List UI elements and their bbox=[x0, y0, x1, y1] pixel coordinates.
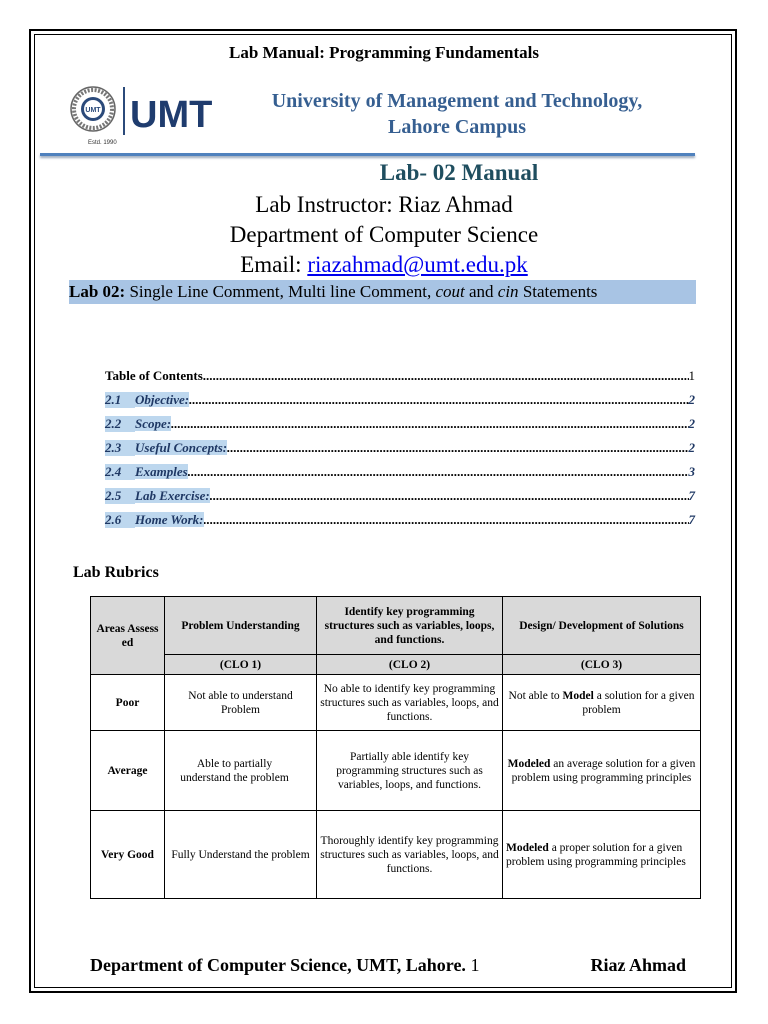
university-name-line1: University of Management and Technology, bbox=[271, 90, 643, 112]
umt-logo bbox=[68, 83, 228, 147]
table-of-contents bbox=[105, 368, 695, 536]
svg-text:Estd. 1990: Estd. 1990 bbox=[88, 140, 117, 146]
row-level: Average bbox=[91, 731, 165, 811]
rubric-cell: Modeled a proper solution for a given problem using programming principles bbox=[503, 811, 701, 899]
toc-item-scope[interactable] bbox=[105, 416, 695, 440]
areas-assessed-header: Areas Assessed bbox=[91, 597, 165, 675]
email-link[interactable]: riazahmad@umt.edu.pk bbox=[307, 252, 528, 277]
toc-item-lab-exercise[interactable] bbox=[105, 488, 695, 512]
rubric-cell: Not able to understand Problem bbox=[165, 675, 317, 731]
svg-text:UMT: UMT bbox=[85, 107, 101, 114]
university-name-line2: Lahore Campus bbox=[388, 116, 526, 138]
clo-label: (CLO 2) bbox=[317, 655, 503, 675]
toc-item-label: Scope: bbox=[135, 416, 172, 431]
lab-title: Lab- 02 Manual bbox=[379, 160, 539, 185]
table-row bbox=[91, 811, 701, 899]
department-name: Department of Computer Science bbox=[229, 222, 539, 247]
toc-item-home-work[interactable] bbox=[105, 512, 695, 536]
toc-item-label: Examples bbox=[135, 464, 188, 479]
toc-item-page: 2 bbox=[688, 392, 695, 407]
lab-subtitle-and: and bbox=[464, 282, 498, 301]
toc-item-page: 2 bbox=[688, 440, 695, 455]
toc-title: Table of Contents bbox=[105, 368, 203, 383]
lab-subtitle-cin: cin bbox=[497, 282, 519, 301]
page-footer bbox=[90, 955, 690, 976]
toc-item-useful-concepts[interactable] bbox=[105, 440, 695, 464]
page-header-title: Lab Manual: Programming Fundamentals bbox=[229, 43, 539, 62]
table-row bbox=[91, 675, 701, 731]
rubrics-heading: Lab Rubrics bbox=[73, 564, 159, 581]
rubrics-table bbox=[90, 596, 701, 899]
footer-author: Riaz Ahmad bbox=[590, 955, 686, 975]
toc-item-number: 2.4 bbox=[105, 464, 135, 480]
toc-item-label: Useful Concepts: bbox=[135, 440, 228, 455]
seal-icon bbox=[71, 87, 117, 146]
table-row bbox=[91, 731, 701, 811]
toc-item-label: Objective: bbox=[135, 392, 190, 407]
email-label: Email: bbox=[240, 252, 308, 277]
rubric-cell: Thoroughly identify key programming structures such as variables, loops, and functions. bbox=[317, 811, 503, 899]
rubric-cell: Modeled an average solution for a given problem using programming principles bbox=[503, 731, 701, 811]
rubric-cell: Fully Understand the problem bbox=[165, 811, 317, 899]
column-header: Design/ Development of Solutions bbox=[503, 597, 701, 655]
toc-item-objective[interactable] bbox=[105, 392, 695, 416]
toc-item-number: 2.6 bbox=[105, 512, 135, 528]
toc-item-label: Home Work: bbox=[135, 512, 204, 527]
row-level: Poor bbox=[91, 675, 165, 731]
toc-item-page: 7 bbox=[688, 512, 695, 527]
footer-page-number: 1 bbox=[470, 955, 480, 975]
toc-title-page: 1 bbox=[688, 368, 695, 383]
toc-title-row[interactable] bbox=[105, 368, 695, 392]
column-header: Identify key programming structures such as variables, loops, and functions. bbox=[317, 597, 503, 655]
toc-item-page: 3 bbox=[688, 464, 695, 479]
svg-text:UMT: UMT bbox=[130, 94, 213, 136]
rubric-cell: Able to partially understand the problem bbox=[165, 731, 317, 811]
lab-subtitle-end: Statements bbox=[518, 282, 598, 301]
lab-subtitle-text: Single Line Comment, Multi line Comment, bbox=[125, 282, 436, 301]
toc-item-number: 2.5 bbox=[105, 488, 135, 504]
toc-item-examples[interactable] bbox=[105, 464, 695, 488]
rubric-cell: No able to identify key programming structures such as variables, loops, and functions. bbox=[317, 675, 503, 731]
column-header: Problem Understanding bbox=[165, 597, 317, 655]
header-rule bbox=[40, 153, 695, 156]
toc-item-number: 2.2 bbox=[105, 416, 135, 432]
toc-item-number: 2.3 bbox=[105, 440, 135, 456]
toc-item-page: 2 bbox=[688, 416, 695, 431]
footer-department: Department of Computer Science, UMT, Lahore. bbox=[90, 955, 466, 975]
lab-subtitle bbox=[69, 280, 696, 304]
lab-subtitle-cout: cout bbox=[435, 282, 465, 301]
clo-label: (CLO 3) bbox=[503, 655, 701, 675]
toc-item-label: Lab Exercise: bbox=[135, 488, 210, 503]
university-name bbox=[232, 88, 682, 140]
clo-label: (CLO 1) bbox=[165, 655, 317, 675]
lab-instructor: Lab Instructor: Riaz Ahmad bbox=[255, 192, 513, 217]
email-line bbox=[0, 252, 768, 278]
lab-subtitle-number: Lab 02: bbox=[69, 282, 126, 301]
toc-item-number: 2.1 bbox=[105, 392, 135, 408]
row-level: Very Good bbox=[91, 811, 165, 899]
rubric-cell: Partially able identify key programming structures such as variables, loops, and functions. bbox=[317, 731, 503, 811]
toc-item-page: 7 bbox=[688, 488, 695, 503]
rubric-cell: Not able to Model a solution for a given problem bbox=[503, 675, 701, 731]
